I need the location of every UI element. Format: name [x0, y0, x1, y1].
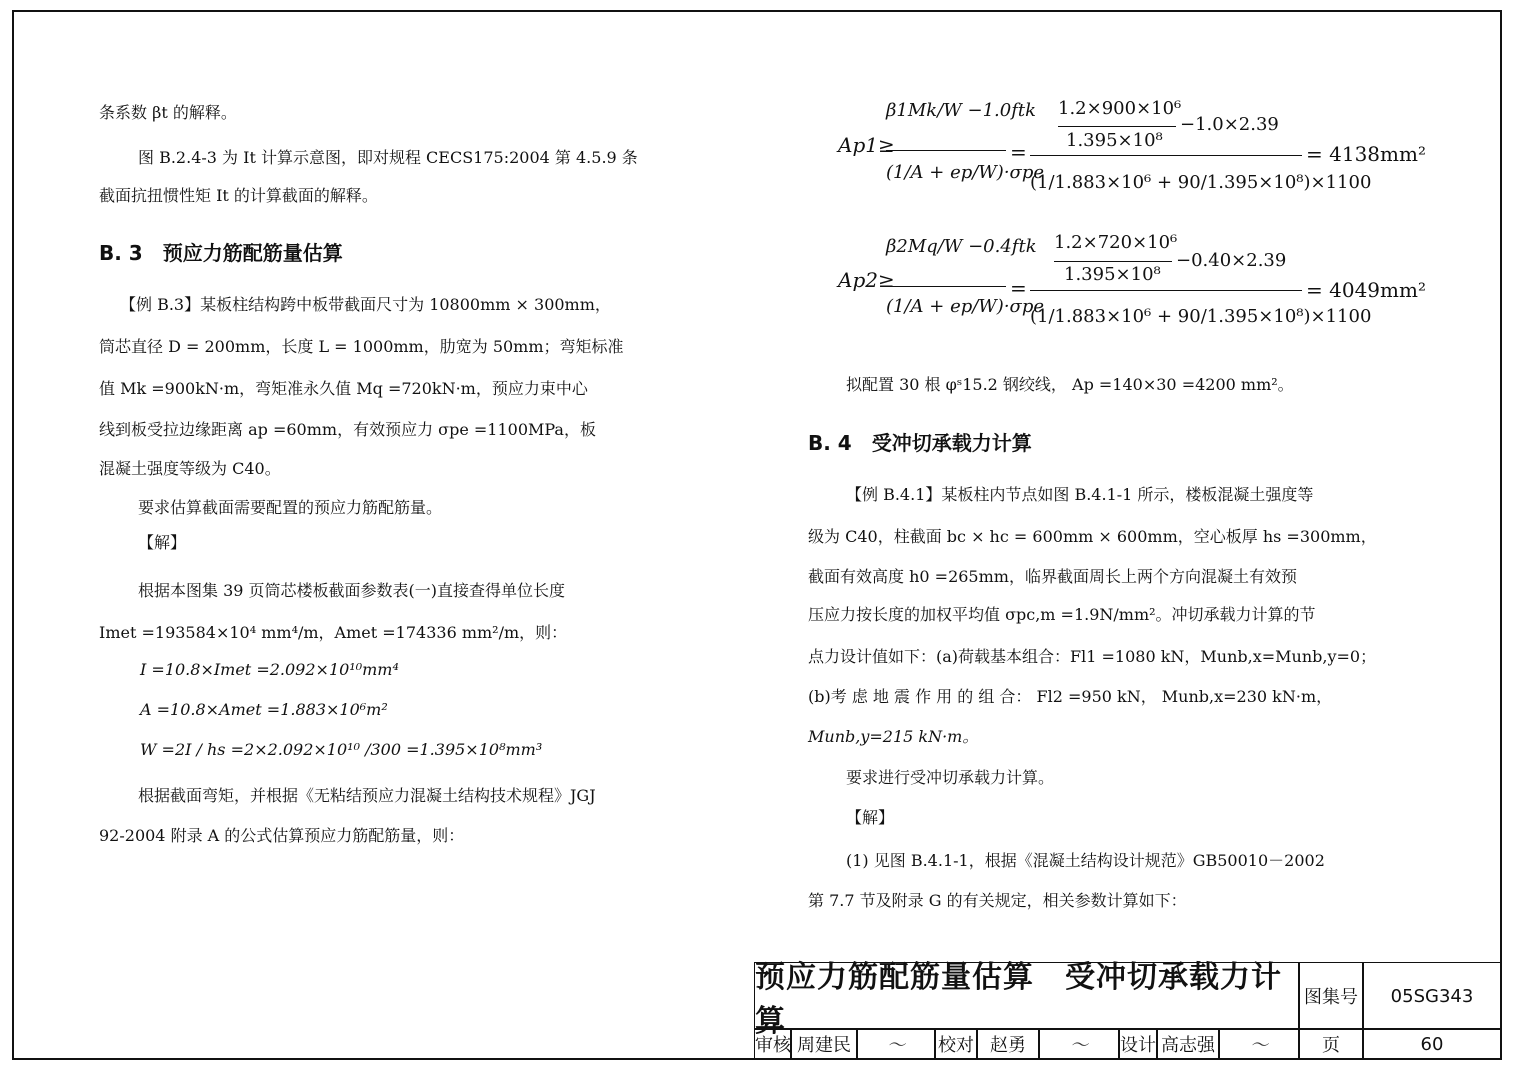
section-heading-b3: B. 3 预应力筋配筋量估算 — [99, 241, 343, 265]
eq2-num-top: 1.2×720×10⁶ — [1054, 232, 1178, 253]
title-block — [754, 962, 1502, 1060]
paragraph-line: 条系数 βt 的解释。 — [99, 103, 237, 122]
checker-name: 赵勇 — [976, 1028, 1040, 1060]
atlas-number: 05SG343 — [1362, 962, 1502, 1030]
paragraph-line: 图 B.2.4-3 为 It 计算示意图，即对规程 CECS175:2004 第 4.5.9 条 — [138, 148, 638, 167]
example-line: 【例 B.3】某板柱结构跨中板带截面尺寸为 10800mm × 300mm， — [120, 295, 611, 314]
example-line: 点力设计值如下：(a)荷载基本组合：Fl1 =1080 kN，Munb,x=Munb,y=0； — [808, 647, 1377, 666]
eq1-lhs: Ap1≥ — [838, 133, 895, 157]
solution-label: 【解】 — [138, 533, 187, 552]
eq2-result: = 4049mm² — [1306, 278, 1426, 302]
eq1-main-bar — [1030, 155, 1302, 156]
example-line: 值 Mk =900kN·m，弯矩准永久值 Mq =720kN·m，预应力束中心 — [99, 379, 588, 398]
eq2-num-symbolic: β2Mq/W −0.4ftk — [886, 236, 1037, 257]
solution-line: Imet =193584×10⁴ mm⁴/m，Amet =174336 mm²/m，则： — [99, 623, 568, 642]
example-line: 级为 C40，柱截面 bc × hc = 600mm × 600mm，空心板厚 hs =300mm， — [808, 527, 1377, 546]
formula-W: W =2I / hs =2×2.092×10¹⁰ /300 =1.395×10⁸mm³ — [140, 740, 543, 759]
eq2-equals: = — [1010, 276, 1027, 300]
eq2-num-bot: 1.395×10⁸ — [1064, 264, 1161, 285]
formula-A: A =10.8×Amet =1.883×10⁶m² — [140, 700, 388, 719]
eq1-num-top: 1.2×900×10⁶ — [1058, 98, 1182, 119]
paragraph-line: 截面抗扭惯性矩 It 的计算截面的解释。 — [99, 186, 378, 205]
example-line: 截面有效高度 h0 =265mm，临界截面周长上两个方向混凝土有效预 — [808, 567, 1297, 586]
config-line: 拟配置 30 根 φˢ15.2 钢绞线， Ap =140×30 =4200 mm²。 — [846, 375, 1294, 394]
eq1-den-values: (1/1.883×10⁶ + 90/1.395×10⁸)×1100 — [1030, 172, 1372, 193]
atlas-label: 图集号 — [1298, 962, 1364, 1030]
requirement-line: 要求估算截面需要配置的预应力筋配筋量。 — [138, 498, 443, 517]
eq1-num-symbolic: β1Mk/W −1.0ftk — [886, 100, 1036, 121]
eq1-num-tail: −1.0×2.39 — [1180, 114, 1279, 135]
checker-signature: 〜 — [1038, 1028, 1120, 1060]
formula-I: I =10.8×Imet =2.092×10¹⁰mm⁴ — [140, 660, 399, 679]
eq1-result: = 4138mm² — [1306, 142, 1426, 166]
eq1-den-symbolic: (1/A + ep/W)·σpe — [886, 162, 1045, 183]
eq2-lhs: Ap2≥ — [838, 268, 895, 292]
designer-signature: 〜 — [1218, 1028, 1300, 1060]
eq1-fraction-bar — [886, 150, 1006, 151]
eq2-num-tail: −0.40×2.39 — [1176, 250, 1287, 271]
eq1-num-bot: 1.395×10⁸ — [1066, 130, 1163, 151]
solution-line: 根据本图集 39 页筒芯楼板截面参数表(一)直接查得单位长度 — [138, 581, 566, 600]
example-line: (b)考 虑 地 震 作 用 的 组 合： Fl2 =950 kN， Munb,x=230 kN·m， — [808, 687, 1333, 706]
solution-line: 根据截面弯矩，并根据《无粘结预应力混凝土结构技术规程》JGJ — [138, 786, 596, 805]
designer-name: 高志强 — [1156, 1028, 1220, 1060]
check-label: 校对 — [934, 1028, 978, 1060]
requirement-line: 要求进行受冲切承载力计算。 — [846, 768, 1055, 787]
eq2-main-bar — [1030, 290, 1302, 291]
page-number: 60 — [1362, 1028, 1502, 1060]
eq2-den-values: (1/1.883×10⁶ + 90/1.395×10⁸)×1100 — [1030, 306, 1372, 327]
example-line: 筒芯直径 D = 200mm，长度 L = 1000mm，肋宽为 50mm；弯矩标准 — [99, 337, 624, 356]
solution-line: (1) 见图 B.4.1-1，根据《混凝土结构设计规范》GB50010－2002 — [846, 851, 1325, 870]
eq2-inner-bar — [1054, 261, 1172, 262]
solution-line: 第 7.7 节及附录 G 的有关规定，相关参数计算如下： — [808, 891, 1187, 910]
section-heading-b4: B. 4 受冲切承载力计算 — [808, 431, 1032, 455]
eq2-den-symbolic: (1/A + ep/W)·σpe — [886, 296, 1045, 317]
solution-label: 【解】 — [846, 808, 895, 827]
eq1-equals: = — [1010, 140, 1027, 164]
page-label: 页 — [1298, 1028, 1364, 1060]
solution-line: 92-2004 附录 A 的公式估算预应力筋配筋量，则： — [99, 826, 465, 845]
reviewer-name: 周建民 — [790, 1028, 858, 1060]
example-line: 混凝土强度等级为 C40。 — [99, 459, 281, 478]
reviewer-signature: 〜 — [856, 1028, 936, 1060]
example-line: 【例 B.4.1】某板柱内节点如图 B.4.1-1 所示，楼板混凝土强度等 — [846, 485, 1314, 504]
title-cell: 预应力筋配筋量估算 受冲切承载力计算 — [754, 962, 1300, 1030]
review-label: 审核 — [754, 1028, 792, 1060]
eq1-inner-bar — [1058, 126, 1176, 127]
eq2-fraction-bar — [886, 286, 1006, 287]
example-line: Munb,y=215 kN·m。 — [808, 727, 979, 746]
example-line: 线到板受拉边缘距离 ap =60mm，有效预应力 σpe =1100MPa，板 — [99, 420, 596, 439]
example-line: 压应力按长度的加权平均值 σpc,m =1.9N/mm²。冲切承载力计算的节 — [808, 605, 1316, 624]
design-label: 设计 — [1118, 1028, 1158, 1060]
